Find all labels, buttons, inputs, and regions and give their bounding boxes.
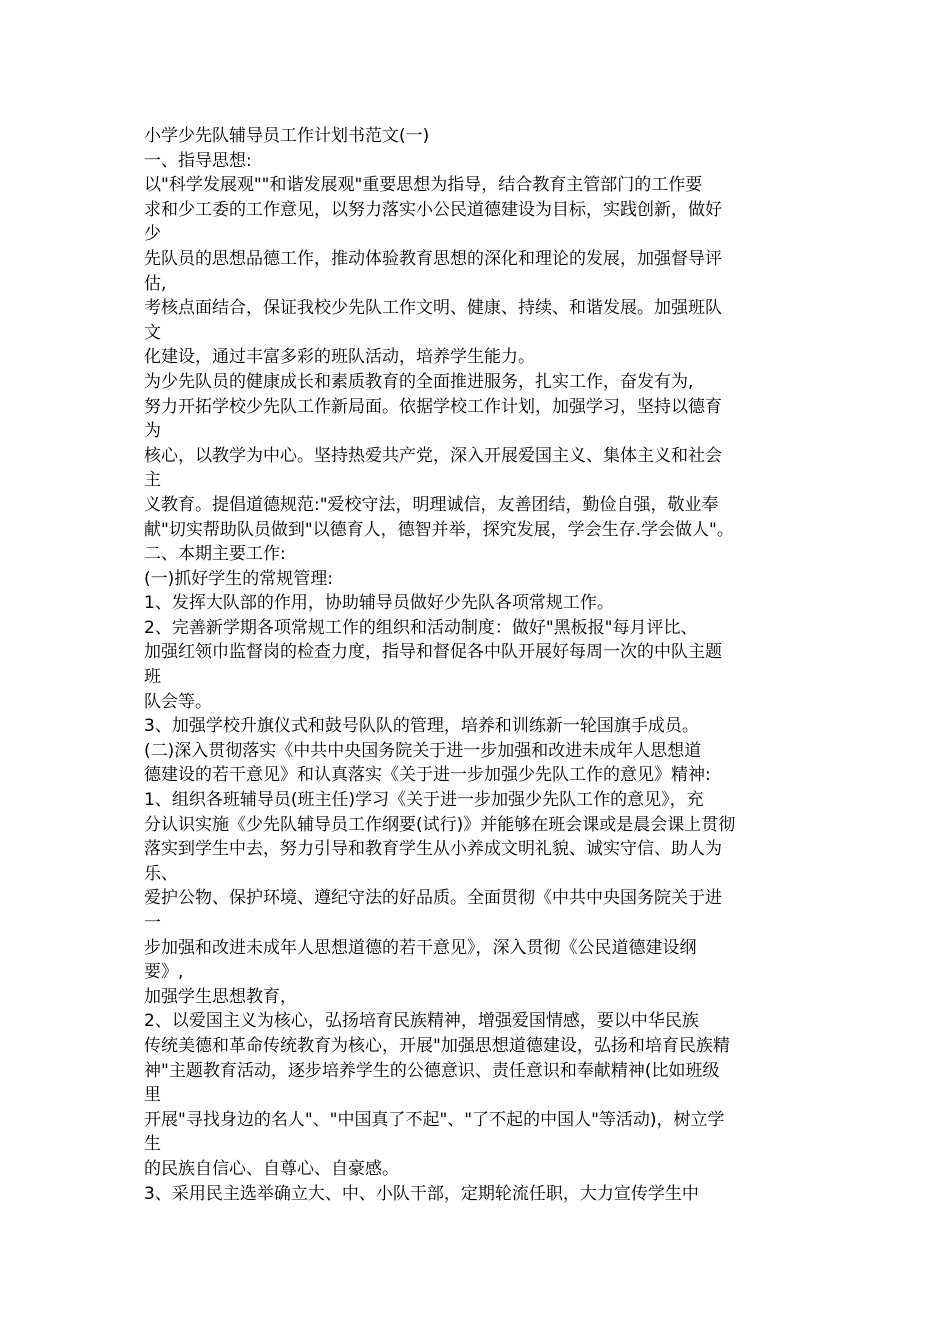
document-page <box>144 124 809 1206</box>
text-line: 献"切实帮助队员做到"以德育人，德智并举，探究发展，学会生存.学会做人"。 <box>144 519 734 540</box>
subsection-heading: (一)抓好学生的常规管理: <box>144 568 333 589</box>
text-line: 传统美德和革命传统教育为核心，开展"加强思想道德建设，弘扬和培育民族精 <box>144 1035 730 1056</box>
text-line: 步加强和改进未成年人思想道德的若干意见》，深入贯彻《公民道德建设纲 <box>144 937 697 958</box>
text-line: 加强红领巾监督岗的检查力度，指导和督促各中队开展好每周一次的中队主题 <box>144 642 722 663</box>
text-line: 以"科学发展观""和谐发展观"重要思想为指导，结合教育主管部门的工作要 <box>144 175 703 196</box>
section-heading: 二、本期主要工作: <box>144 544 286 565</box>
text-line: 班 <box>144 667 161 688</box>
text-line: 加强学生思想教育， <box>144 986 297 1007</box>
text-line: 生 <box>144 1134 161 1155</box>
text-line: 努力开拓学校少先队工作新局面。依据学校工作计划，加强学习，坚持以德育 <box>144 396 722 417</box>
text-line: 德建设的若干意见》和认真落实《关于进一步加强少先队工作的意见》精神: <box>144 765 711 786</box>
text-line: 化建设，通过丰富多彩的班队活动，培养学生能力。 <box>144 347 535 368</box>
text-line: 开展"寻找身边的名人"、"中国真了不起"、"了不起的中国人"等活动)，树立学 <box>144 1109 725 1130</box>
text-line: 里 <box>144 1085 161 1106</box>
text-line: 1、组织各班辅导员(班主任)学习《关于进一步加强少先队工作的意见》，充 <box>144 790 704 811</box>
text-line: 文 <box>144 322 161 343</box>
text-line: 估, <box>144 273 167 294</box>
text-line: 3、加强学校升旗仪式和鼓号队队的管理，培养和训练新一轮国旗手成员。 <box>144 716 699 737</box>
text-line: 神"主题教育活动，逐步培养学生的公德意识、责任意识和奉献精神(比如班级 <box>144 1060 720 1081</box>
text-line: 爱护公物、保护环境、遵纪守法的好品质。全面贯彻《中共中央国务院关于进 <box>144 888 722 909</box>
text-line: 落实到学生中去，努力引导和教育学生从小养成文明礼貌、诚实守信、助人为 <box>144 839 722 860</box>
text-line: 队会等。 <box>144 691 212 712</box>
text-line: 2、以爱国主义为核心，弘扬培育民族精神，增强爱国情感，要以中华民族 <box>144 1011 699 1032</box>
text-line: 的民族自信心、自尊心、自豪感。 <box>144 1158 399 1179</box>
text-line: 先队员的思想品德工作，推动体验教育思想的深化和理论的发展，加强督导评 <box>144 248 722 269</box>
text-line: 为 <box>144 421 161 442</box>
text-line: 为少先队员的健康成长和素质教育的全面推进服务，扎实工作，奋发有为, <box>144 371 694 392</box>
text-line: 主 <box>144 470 161 491</box>
text-line: 乐、 <box>144 863 178 884</box>
text-line: 一 <box>144 913 161 933</box>
text-line: 少 <box>144 224 161 245</box>
text-line: 要》, <box>144 962 184 983</box>
text-line: 求和少工委的工作意见，以努力落实小公民道德建设为目标，实践创新，做好 <box>144 199 722 220</box>
text-line: 2、完善新学期各项常规工作的组织和活动制度：做好"黑板报"每月评比、 <box>144 617 698 638</box>
section-heading: 一、指导思想: <box>144 150 252 171</box>
document-title: 小学少先队辅导员工作计划书范文(一) <box>144 126 430 146</box>
text-line: 义教育。提倡道德规范:"爱校守法，明理诚信，友善团结，勤俭自强，敬业奉 <box>144 494 719 515</box>
text-line: 1、发挥大队部的作用，协助辅导员做好少先队各项常规工作。 <box>144 593 614 614</box>
text-line: 分认识实施《少先队辅导员工作纲要(试行)》并能够在班会课或是晨会课上贯彻 <box>144 814 736 835</box>
text-line: 3、采用民主选举确立大、中、小队干部，定期轮流任职，大力宣传学生中 <box>144 1183 699 1204</box>
subsection-heading: (二)深入贯彻落实《中共中央国务院关于进一步加强和改进未成年人思想道 <box>144 740 702 761</box>
text-line: 考核点面结合，保证我校少先队工作文明、健康、持续、和谐发展。加强班队 <box>144 298 722 319</box>
text-line: 核心，以教学为中心。坚持热爱共产党，深入开展爱国主义、集体主义和社会 <box>144 445 722 466</box>
